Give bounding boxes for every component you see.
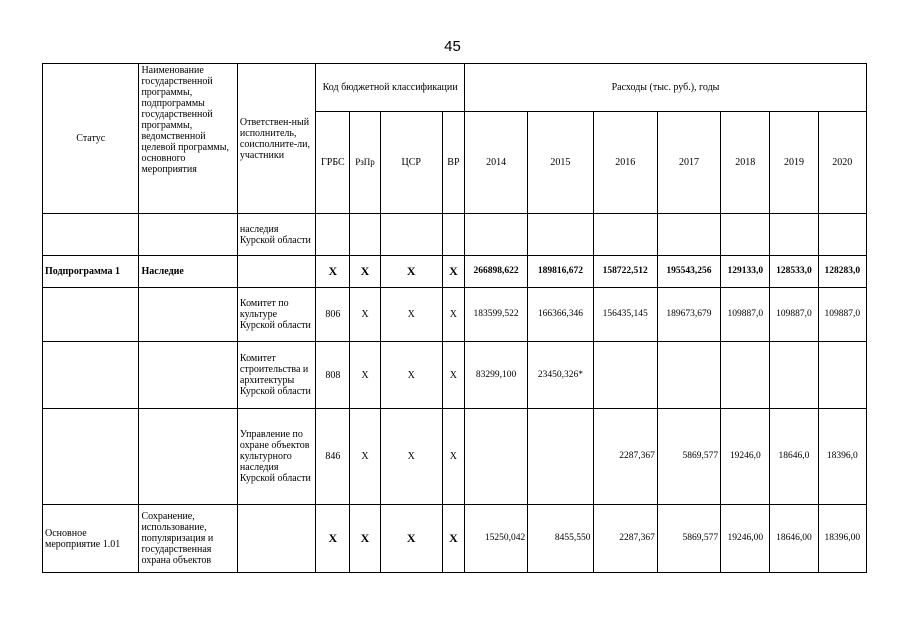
executor-cell: Управление по охране объектов культурного наследия Курской области bbox=[237, 409, 315, 505]
name-cell bbox=[139, 342, 237, 409]
grbs-cell: 846 bbox=[316, 409, 350, 505]
value-cell: 83299,100 bbox=[464, 342, 527, 409]
value-cell bbox=[721, 342, 770, 409]
code-rzpr-header: РзПр bbox=[350, 112, 380, 214]
table-row bbox=[43, 505, 867, 573]
value-cell: 18646,00 bbox=[770, 505, 818, 573]
vr-cell: Х bbox=[442, 505, 464, 573]
name-cell bbox=[139, 409, 237, 505]
expenses-header: Расходы (тыс. руб.), годы bbox=[464, 64, 866, 112]
rzpr-cell: Х bbox=[350, 256, 380, 288]
value-cell: 19246,0 bbox=[721, 409, 770, 505]
rzpr-cell: Х bbox=[350, 342, 380, 409]
year-header: 2019 bbox=[770, 112, 818, 214]
year-header: 2017 bbox=[657, 112, 720, 214]
value-cell bbox=[593, 214, 657, 256]
value-cell: 23450,326* bbox=[528, 342, 593, 409]
rzpr-cell: Х bbox=[350, 409, 380, 505]
grbs-cell: Х bbox=[316, 505, 350, 573]
value-cell: 266898,622 bbox=[464, 256, 527, 288]
rzpr-cell: Х bbox=[350, 288, 380, 342]
year-header: 2016 bbox=[593, 112, 657, 214]
vr-cell bbox=[442, 214, 464, 256]
table-row bbox=[43, 214, 867, 256]
status-cell: Подпрограмма 1 bbox=[43, 256, 139, 288]
executor-cell: Комитет по культуре Курской области bbox=[237, 288, 315, 342]
csr-cell: Х bbox=[380, 505, 442, 573]
value-cell bbox=[657, 342, 720, 409]
rzpr-cell bbox=[350, 214, 380, 256]
executor-cell bbox=[237, 505, 315, 573]
name-cell bbox=[139, 214, 237, 256]
table-row bbox=[43, 342, 867, 409]
value-cell bbox=[464, 409, 527, 505]
value-cell: 158722,512 bbox=[593, 256, 657, 288]
executor-cell: наследия Курской области bbox=[237, 214, 315, 256]
year-header: 2020 bbox=[818, 112, 866, 214]
value-cell bbox=[528, 409, 593, 505]
value-cell: 18396,0 bbox=[818, 409, 866, 505]
value-cell: 189673,679 bbox=[657, 288, 720, 342]
value-cell: 129133,0 bbox=[721, 256, 770, 288]
budget-code-header: Код бюджетной классификации bbox=[316, 64, 465, 112]
table-row bbox=[43, 409, 867, 505]
grbs-cell: 806 bbox=[316, 288, 350, 342]
budget-table bbox=[42, 63, 867, 573]
value-cell: 128533,0 bbox=[770, 256, 818, 288]
value-cell: 156435,145 bbox=[593, 288, 657, 342]
value-cell bbox=[593, 342, 657, 409]
value-cell bbox=[657, 214, 720, 256]
value-cell bbox=[528, 214, 593, 256]
value-cell: 189816,672 bbox=[528, 256, 593, 288]
grbs-cell: Х bbox=[316, 256, 350, 288]
status-cell bbox=[43, 342, 139, 409]
year-header: 2015 bbox=[528, 112, 593, 214]
col-executor-header: Ответствен-ный исполнитель, соисполните-ли, участники bbox=[237, 64, 315, 214]
csr-cell: Х bbox=[380, 409, 442, 505]
table-row bbox=[43, 288, 867, 342]
page-number: 45 bbox=[444, 38, 461, 55]
name-cell: Наследие bbox=[139, 256, 237, 288]
table-row bbox=[43, 256, 867, 288]
grbs-cell bbox=[316, 214, 350, 256]
status-cell bbox=[43, 409, 139, 505]
vr-cell: Х bbox=[442, 288, 464, 342]
value-cell bbox=[770, 342, 818, 409]
csr-cell bbox=[380, 214, 442, 256]
executor-cell bbox=[237, 256, 315, 288]
value-cell: 195543,256 bbox=[657, 256, 720, 288]
value-cell: 109887,0 bbox=[818, 288, 866, 342]
vr-cell: Х bbox=[442, 256, 464, 288]
value-cell bbox=[818, 214, 866, 256]
code-grbs-header: ГРБС bbox=[316, 112, 350, 214]
value-cell: 2287,367 bbox=[593, 505, 657, 573]
value-cell: 166366,346 bbox=[528, 288, 593, 342]
value-cell: 18646,0 bbox=[770, 409, 818, 505]
status-cell: Основное мероприятие 1.01 bbox=[43, 505, 139, 573]
value-cell: 18396,00 bbox=[818, 505, 866, 573]
value-cell bbox=[818, 342, 866, 409]
status-cell bbox=[43, 214, 139, 256]
csr-cell: Х bbox=[380, 342, 442, 409]
csr-cell: Х bbox=[380, 288, 442, 342]
value-cell: 128283,0 bbox=[818, 256, 866, 288]
value-cell: 8455,550 bbox=[528, 505, 593, 573]
csr-cell: Х bbox=[380, 256, 442, 288]
year-header: 2018 bbox=[721, 112, 770, 214]
value-cell bbox=[464, 214, 527, 256]
value-cell bbox=[721, 214, 770, 256]
name-cell: Сохранение, использование, популяризация и государственная охрана объектов bbox=[139, 505, 237, 573]
name-cell bbox=[139, 288, 237, 342]
value-cell: 5869,577 bbox=[657, 409, 720, 505]
value-cell: 5869,577 bbox=[657, 505, 720, 573]
vr-cell: Х bbox=[442, 342, 464, 409]
value-cell: 109887,0 bbox=[770, 288, 818, 342]
code-csr-header: ЦСР bbox=[380, 112, 442, 214]
grbs-cell: 808 bbox=[316, 342, 350, 409]
executor-cell: Комитет строительства и архитектуры Курской области bbox=[237, 342, 315, 409]
col-name-header: Наименование государственной программы, подпрограммы государственной программы, ведомственной целевой программы, основного мероприятия bbox=[139, 64, 237, 214]
col-status-header: Статус bbox=[43, 64, 139, 214]
code-vr-header: ВР bbox=[442, 112, 464, 214]
value-cell: 15250,042 bbox=[464, 505, 527, 573]
year-header: 2014 bbox=[464, 112, 527, 214]
value-cell: 19246,00 bbox=[721, 505, 770, 573]
vr-cell: Х bbox=[442, 409, 464, 505]
value-cell bbox=[770, 214, 818, 256]
value-cell: 2287,367 bbox=[593, 409, 657, 505]
value-cell: 109887,0 bbox=[721, 288, 770, 342]
value-cell: 183599,522 bbox=[464, 288, 527, 342]
rzpr-cell: Х bbox=[350, 505, 380, 573]
status-cell bbox=[43, 288, 139, 342]
